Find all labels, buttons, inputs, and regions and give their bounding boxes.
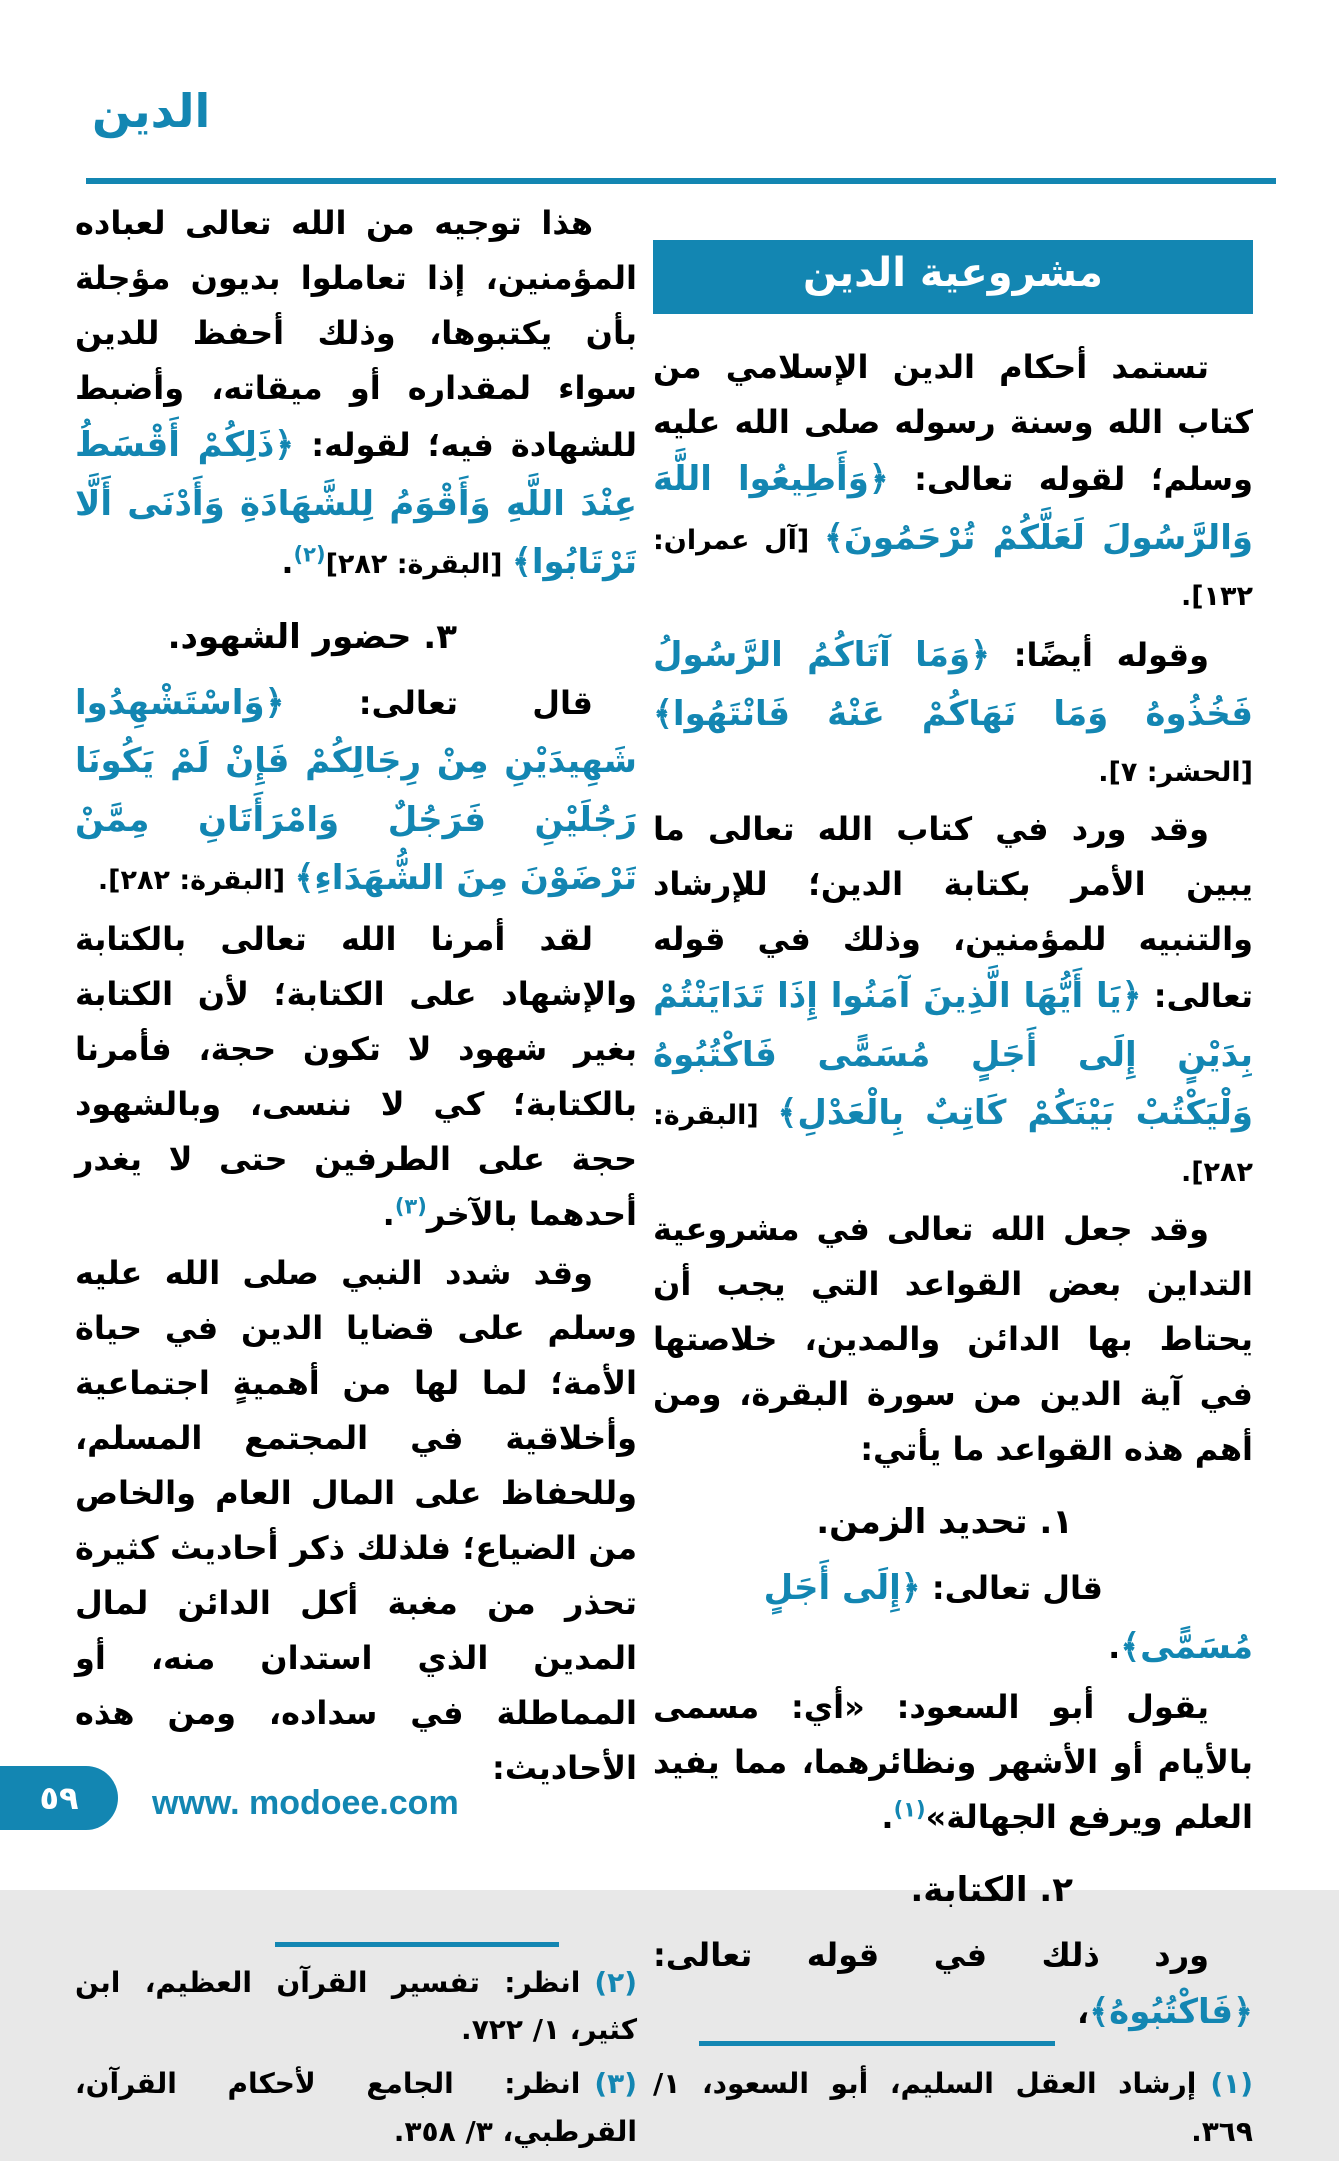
footnote bbox=[653, 2060, 1253, 2155]
section-title: مشروعية الدين bbox=[803, 250, 1103, 296]
header-rule bbox=[86, 178, 1276, 184]
paragraph-shaddad: وقد شدد النبي صلى الله عليه وسلم على قضايا الدين في حياة الأمة؛ لما لها من أهميةٍ اجتماعية وأخلاقية في المجتمع المسلم، وللحفاظ على المال العام والخاص من الضياع؛ فلذلك ذكر أحاديث كثيرة تحذر من مغبة أكل الدائن لمال المدين الذي استدان منه، أو المماطلة في سداده، ومن هذه الأحاديث: bbox=[75, 1253, 637, 1788]
chapter-running-header: الدين bbox=[92, 84, 211, 138]
footnote-separator bbox=[699, 2041, 1055, 2046]
footnote-marker-3: (٣) bbox=[394, 1194, 427, 1219]
footnote-separator bbox=[275, 1942, 559, 1947]
body-text: . bbox=[281, 543, 294, 582]
footnote-marker-2: (٢) bbox=[293, 542, 326, 567]
footnote-marker-1: (١) bbox=[893, 1797, 926, 1822]
body-text: . bbox=[1108, 1627, 1121, 1666]
body-text: يقول أبو السعود: «أي: مسمى بالأيام أو الأشهر ونظائرهما، مما يفيد العلم ويرفع الجهالة» bbox=[653, 1688, 1253, 1837]
footnote-text: انظر: الجامع لأحكام القرآن، القرطبي، ٣/ ٣٥٨. bbox=[75, 2067, 637, 2148]
paragraph-intro bbox=[653, 340, 1253, 622]
footnote-text: إرشاد العقل السليم، أبو السعود، ١/ ٣٦٩. bbox=[653, 2067, 1253, 2148]
numbered-heading-kitaba: ٢. الكتابة. bbox=[910, 1870, 1073, 1911]
quran-verse: ﴿وَأَطِيعُوا اللَّهَ وَالرَّسُولَ لَعَلَّكُمْ تُرْحَمُونَ﴾ bbox=[653, 459, 1253, 558]
quran-verse: ﴿وَمَا آتَاكُمُ الرَّسُولُ فَخُذُوهُ وَمَا نَهَاكُمْ عَنْهُ فَانْتَهُوا﴾ bbox=[653, 635, 1253, 734]
page-number: ٥٩ bbox=[39, 1779, 79, 1817]
footnote-number: (٣) bbox=[594, 2067, 637, 2100]
numbered-heading-shuhud: ٣. حضور الشهود. bbox=[167, 616, 457, 657]
column-right bbox=[653, 196, 1253, 2161]
paragraph-qawaid: وقد جعل الله تعالى في مشروعية التداين بعض القواعد التي يجب أن يحتاط بها الدائن والمدين، خلاصتها في آية الدين من سورة البقرة، ومن أهم هذه القواعد ما يأتي: bbox=[653, 1209, 1253, 1468]
verse-reference: [آل عمران: ١٣٢]. bbox=[653, 524, 1253, 612]
footnotes-right bbox=[653, 2041, 1253, 2161]
paragraph-qala-right bbox=[653, 1559, 1253, 1676]
quran-verse: ﴿ذَلِكُمْ أَقْسَطُ عِنْدَ اللَّهِ وَأَقْوَمُ لِلشَّهَادَةِ وَأَدْنَى أَلَّا تَرْتَابُوا﴾ bbox=[75, 425, 637, 583]
quran-verse: ﴿يَا أَيُّهَا الَّذِينَ آمَنُوا إِذَا تَدَايَنْتُمْ بِدَيْنٍ إِلَى أَجَلٍ مُسَمًّى فَاكْتُبُوهُ وَلْيَكْتُبْ بَيْنَكُمْ كَاتِبٌ بِالْعَدْلِ﴾ bbox=[653, 976, 1253, 1134]
paragraph-warada bbox=[653, 1928, 1253, 2042]
body-text: قال تعالى: bbox=[284, 683, 593, 722]
footnote-text: انظر: تفسير القرآن العظيم، ابن كثير، ١/ ٧٢٢. bbox=[75, 1965, 637, 2047]
body-text: ورد ذلك في قوله تعالى: bbox=[653, 1935, 1209, 1974]
quran-verse: ﴿إِلَى أَجَلٍ مُسَمًّى﴾ bbox=[763, 1568, 1253, 1667]
numbered-heading-time: ١. تحديد الزمن. bbox=[816, 1501, 1073, 1542]
verse-reference: [البقرة: ٢٨٢]. bbox=[653, 1100, 1253, 1188]
paragraph-amarna bbox=[75, 912, 637, 1242]
website-text: www. modoee.com bbox=[152, 1784, 459, 1822]
verse-reference: [البقرة: ٢٨٢]. bbox=[97, 865, 295, 897]
footnote-number: (١) bbox=[1210, 2067, 1253, 2100]
body-text: لقد أمرنا الله تعالى بالكتابة والإشهاد على الكتابة؛ لأن الكتابة بغير شهود لا تكون حجة، فأمرنا بالكتابة؛ كي لا ننسى، وبالشهود حجة على الطرفين حتى لا يغدر أحدهما بالآخر bbox=[75, 919, 637, 1233]
body-text: وقوله أيضًا: bbox=[990, 636, 1209, 675]
footnote bbox=[75, 2060, 637, 2155]
paragraph-also bbox=[653, 626, 1253, 798]
verse-reference: [الحشر: ٧]. bbox=[1098, 756, 1253, 788]
column-left bbox=[75, 196, 637, 2161]
body-text: قال تعالى: bbox=[920, 1569, 1103, 1608]
body-text: . bbox=[881, 1798, 894, 1837]
quran-verse: ﴿وَاسْتَشْهِدُوا شَهِيدَيْنِ مِنْ رِجَالِكُمْ فَإِنْ لَمْ يَكُونَا رَجُلَيْنِ فَرَجُلٌ وَامْرَأَتَانِ مِمَّنْ تَرْضَوْنَ مِنَ الشُّهَدَاءِ﴾ bbox=[75, 682, 637, 899]
body-text: وقد ورد في كتاب الله تعالى ما يبين الأمر بكتابة الدين؛ للإرشاد والتنبيه للمؤمنين، وذلك في قوله تعالى: bbox=[653, 810, 1253, 1016]
quran-verse: ﴿فَاكْتُبُوهُ﴾ bbox=[1089, 1991, 1253, 2032]
footnotes-left bbox=[75, 1942, 637, 2161]
body-text: . bbox=[382, 1194, 395, 1233]
footnote-number: (٢) bbox=[594, 1965, 637, 1999]
footnote bbox=[75, 1959, 637, 2054]
body-text: تستمد أحكام الدين الإسلامي من كتاب الله وسنة رسوله صلى الله عليه وسلم؛ لقوله تعالى: bbox=[653, 348, 1254, 499]
verse-reference: [البقرة: ٢٨٢] bbox=[325, 549, 512, 581]
paragraph-qala-left bbox=[75, 674, 637, 908]
paragraph-warad bbox=[653, 802, 1253, 1198]
body-text: ، bbox=[1077, 1992, 1090, 2031]
page-number-pill bbox=[0, 1766, 118, 1830]
paragraph-abusuud bbox=[653, 1680, 1253, 1845]
paragraph-tawjih bbox=[75, 196, 637, 592]
text-columns bbox=[75, 196, 1253, 2161]
section-title-box bbox=[653, 240, 1253, 314]
body-text: هذا توجيه من الله تعالى لعباده المؤمنين، إذا تعاملوا بديون مؤجلة بأن يكتبوها، وذلك أحفظ للدين سواء لمقداره أو ميقاته، وأضبط للشهادة فيه؛ لقوله: bbox=[75, 204, 637, 465]
